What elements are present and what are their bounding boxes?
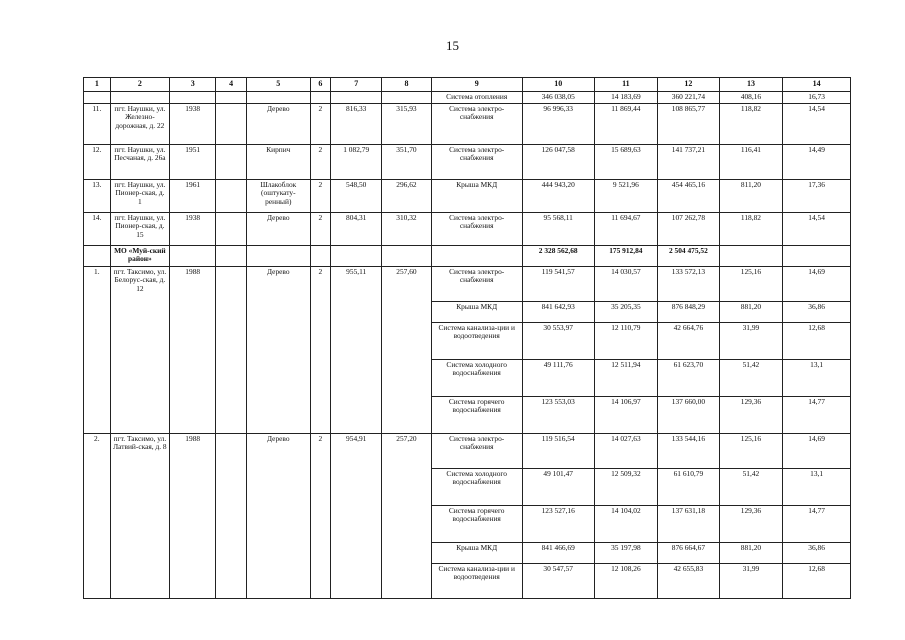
- cost-13: 811,20: [719, 179, 783, 212]
- repair-system: Система электро-снабжения: [431, 212, 522, 245]
- address: пгт. Таксимо, ул. Белорус-ская, д. 12: [110, 266, 169, 433]
- cost-12: 454 465,16: [658, 179, 720, 212]
- cost-12: 876 664,67: [658, 542, 720, 563]
- cost-11: 12 511,94: [594, 359, 658, 396]
- table-row: [84, 92, 851, 104]
- living-area: [382, 92, 431, 104]
- cost-14: [783, 245, 851, 266]
- cost-12: 133 544,16: [658, 433, 720, 468]
- repair-system: Система отопления: [431, 92, 522, 104]
- wall-material: Дерево: [247, 266, 311, 433]
- column-header: 2: [110, 78, 169, 92]
- cost-11: 14 104,02: [594, 505, 658, 542]
- column-header: 5: [247, 78, 311, 92]
- address: пгт. Наушки, ул. Пионер-ская, д. 1: [110, 179, 169, 212]
- cost-10: 119 516,54: [522, 433, 594, 468]
- cost-13: 881,20: [719, 301, 783, 322]
- cost-12: 2 504 475,52: [658, 245, 720, 266]
- cost-11: 14 030,57: [594, 266, 658, 301]
- floors: 2: [310, 103, 331, 144]
- page-number: 15: [446, 38, 459, 53]
- address: [110, 92, 169, 104]
- cost-13: 118,82: [719, 103, 783, 144]
- year-built: 1938: [170, 212, 216, 245]
- cost-13: 408,16: [719, 92, 783, 104]
- cost-12: 108 865,77: [658, 103, 720, 144]
- year-built: 1938: [170, 103, 216, 144]
- wall-material: Дерево: [247, 103, 311, 144]
- floors: 2: [310, 144, 331, 179]
- cost-11: 14 183,69: [594, 92, 658, 104]
- table-row: [84, 212, 851, 245]
- column-header: 13: [719, 78, 783, 92]
- repair-system: Система электро-снабжения: [431, 144, 522, 179]
- repair-system: Система холодного водоснабжения: [431, 359, 522, 396]
- total-area: [331, 92, 382, 104]
- cost-14: 36,86: [783, 542, 851, 563]
- cost-10: 444 943,20: [522, 179, 594, 212]
- table-row: [84, 144, 851, 179]
- cost-11: 12 509,32: [594, 468, 658, 505]
- cost-12: 360 221,74: [658, 92, 720, 104]
- cost-13: 881,20: [719, 542, 783, 563]
- cost-14: 13,1: [783, 468, 851, 505]
- repair-system: Система горячего водоснабжения: [431, 505, 522, 542]
- total-area: 804,31: [331, 212, 382, 245]
- cost-13: 129,36: [719, 396, 783, 433]
- cost-10: 123 527,16: [522, 505, 594, 542]
- year-built: 1951: [170, 144, 216, 179]
- cost-12: 137 660,00: [658, 396, 720, 433]
- cost-12: 876 848,29: [658, 301, 720, 322]
- repair-system: Крыша МКД: [431, 179, 522, 212]
- header-row: [84, 78, 851, 92]
- floors: 2: [310, 266, 331, 433]
- municipality-name: МО «Муй-ский район»: [110, 245, 169, 266]
- floors: [310, 92, 331, 104]
- capital-repair-table: [83, 77, 851, 599]
- cost-11: 35 197,98: [594, 542, 658, 563]
- column-header: 10: [522, 78, 594, 92]
- cost-12: 42 664,76: [658, 322, 720, 359]
- year-built: [170, 245, 216, 266]
- floors: 2: [310, 212, 331, 245]
- total-area: [331, 245, 382, 266]
- year-built: [170, 92, 216, 104]
- address: пгт. Наушки, ул. Пионер-ская, д. 15: [110, 212, 169, 245]
- wall-material: Кирпич: [247, 144, 311, 179]
- column-header: 14: [783, 78, 851, 92]
- floors: 2: [310, 433, 331, 598]
- cost-13: 51,42: [719, 359, 783, 396]
- column-header: 9: [431, 78, 522, 92]
- cost-13: 51,42: [719, 468, 783, 505]
- cost-10: 123 553,03: [522, 396, 594, 433]
- repair-system: Система электро-снабжения: [431, 103, 522, 144]
- row-number: 13.: [84, 179, 111, 212]
- cost-14: 14,77: [783, 505, 851, 542]
- cost-13: [719, 245, 783, 266]
- column-header: 1: [84, 78, 111, 92]
- cost-14: 14,54: [783, 212, 851, 245]
- cost-12: 141 737,21: [658, 144, 720, 179]
- column-header: 4: [216, 78, 247, 92]
- repair-system: [431, 245, 522, 266]
- cost-10: 841 466,69: [522, 542, 594, 563]
- cost-12: 42 655,83: [658, 563, 720, 598]
- col-4: [216, 103, 247, 144]
- cost-11: 14 106,97: [594, 396, 658, 433]
- living-area: 257,60: [382, 266, 431, 433]
- row-number: 12.: [84, 144, 111, 179]
- repair-system: Система электро-снабжения: [431, 433, 522, 468]
- column-header: 8: [382, 78, 431, 92]
- year-built: 1988: [170, 433, 216, 598]
- cost-13: 125,16: [719, 433, 783, 468]
- cost-14: 14,69: [783, 433, 851, 468]
- wall-material: Дерево: [247, 433, 311, 598]
- cost-12: 61 610,79: [658, 468, 720, 505]
- cost-13: 118,82: [719, 212, 783, 245]
- row-number: [84, 92, 111, 104]
- living-area: 351,70: [382, 144, 431, 179]
- cost-10: 49 111,76: [522, 359, 594, 396]
- col-4: [216, 144, 247, 179]
- cost-11: 12 110,79: [594, 322, 658, 359]
- cost-13: 129,36: [719, 505, 783, 542]
- wall-material: [247, 92, 311, 104]
- total-area: 954,91: [331, 433, 382, 598]
- cost-13: 31,99: [719, 563, 783, 598]
- row-number: [84, 245, 111, 266]
- cost-10: 49 101,47: [522, 468, 594, 505]
- column-header: 6: [310, 78, 331, 92]
- cost-10: 2 328 562,68: [522, 245, 594, 266]
- row-number: 2.: [84, 433, 111, 598]
- cost-12: 137 631,18: [658, 505, 720, 542]
- wall-material: Шлакоблок (оштукату-ренный): [247, 179, 311, 212]
- living-area: 310,32: [382, 212, 431, 245]
- living-area: 296,62: [382, 179, 431, 212]
- column-header: 3: [170, 78, 216, 92]
- year-built: 1961: [170, 179, 216, 212]
- table-row: [84, 433, 851, 468]
- floors: 2: [310, 179, 331, 212]
- cost-11: 35 205,35: [594, 301, 658, 322]
- table-row: [84, 179, 851, 212]
- total-area: 548,50: [331, 179, 382, 212]
- cost-10: 95 568,11: [522, 212, 594, 245]
- address: пгт. Таксимо, ул. Латвий-ская, д. 8: [110, 433, 169, 598]
- cost-10: 346 038,05: [522, 92, 594, 104]
- address: пгт. Наушки, ул. Железно-дорожная, д. 22: [110, 103, 169, 144]
- cost-10: 126 047,58: [522, 144, 594, 179]
- row-number: 14.: [84, 212, 111, 245]
- cost-11: 175 912,84: [594, 245, 658, 266]
- column-header: 7: [331, 78, 382, 92]
- cost-11: 14 027,63: [594, 433, 658, 468]
- total-area: 955,11: [331, 266, 382, 433]
- repair-system: Система холодного водоснабжения: [431, 468, 522, 505]
- repair-system: Система канализа-ции и водоотведения: [431, 322, 522, 359]
- cost-14: 16,73: [783, 92, 851, 104]
- cost-13: 125,16: [719, 266, 783, 301]
- cost-10: 96 996,33: [522, 103, 594, 144]
- column-header: 12: [658, 78, 720, 92]
- cost-14: 36,86: [783, 301, 851, 322]
- cost-14: 14,77: [783, 396, 851, 433]
- floors: [310, 245, 331, 266]
- row-number: 11.: [84, 103, 111, 144]
- wall-material: [247, 245, 311, 266]
- cost-14: 14,69: [783, 266, 851, 301]
- row-number: 1.: [84, 266, 111, 433]
- col-4: [216, 266, 247, 433]
- living-area: 257,20: [382, 433, 431, 598]
- cost-11: 9 521,96: [594, 179, 658, 212]
- year-built: 1988: [170, 266, 216, 433]
- table-row: [84, 266, 851, 301]
- total-area: 816,33: [331, 103, 382, 144]
- cost-14: 14,49: [783, 144, 851, 179]
- cost-11: 11 694,67: [594, 212, 658, 245]
- living-area: [382, 245, 431, 266]
- cost-10: 30 547,57: [522, 563, 594, 598]
- repair-system: Крыша МКД: [431, 301, 522, 322]
- cost-14: 12,68: [783, 322, 851, 359]
- cost-13: 116,41: [719, 144, 783, 179]
- col-4: [216, 92, 247, 104]
- repair-system: Система горячего водоснабжения: [431, 396, 522, 433]
- col-4: [216, 433, 247, 598]
- cost-14: 12,68: [783, 563, 851, 598]
- wall-material: Дерево: [247, 212, 311, 245]
- repair-system: Система канализа-ции и водоотведения: [431, 563, 522, 598]
- cost-13: 31,99: [719, 322, 783, 359]
- cost-12: 133 572,13: [658, 266, 720, 301]
- cost-14: 17,36: [783, 179, 851, 212]
- cost-14: 14,54: [783, 103, 851, 144]
- cost-11: 11 869,44: [594, 103, 658, 144]
- subtotal-row: [84, 245, 851, 266]
- column-header: 11: [594, 78, 658, 92]
- col-4: [216, 245, 247, 266]
- cost-10: 119 541,57: [522, 266, 594, 301]
- repair-system: Крыша МКД: [431, 542, 522, 563]
- col-4: [216, 179, 247, 212]
- repair-system: Система электро-снабжения: [431, 266, 522, 301]
- col-4: [216, 212, 247, 245]
- cost-12: 61 623,70: [658, 359, 720, 396]
- total-area: 1 082,79: [331, 144, 382, 179]
- cost-10: 30 553,97: [522, 322, 594, 359]
- cost-12: 107 262,78: [658, 212, 720, 245]
- address: пгт. Наушки, ул. Песчаная, д. 26а: [110, 144, 169, 179]
- cost-14: 13,1: [783, 359, 851, 396]
- cost-11: 12 108,26: [594, 563, 658, 598]
- living-area: 315,93: [382, 103, 431, 144]
- cost-11: 15 689,63: [594, 144, 658, 179]
- cost-10: 841 642,93: [522, 301, 594, 322]
- table-row: [84, 103, 851, 144]
